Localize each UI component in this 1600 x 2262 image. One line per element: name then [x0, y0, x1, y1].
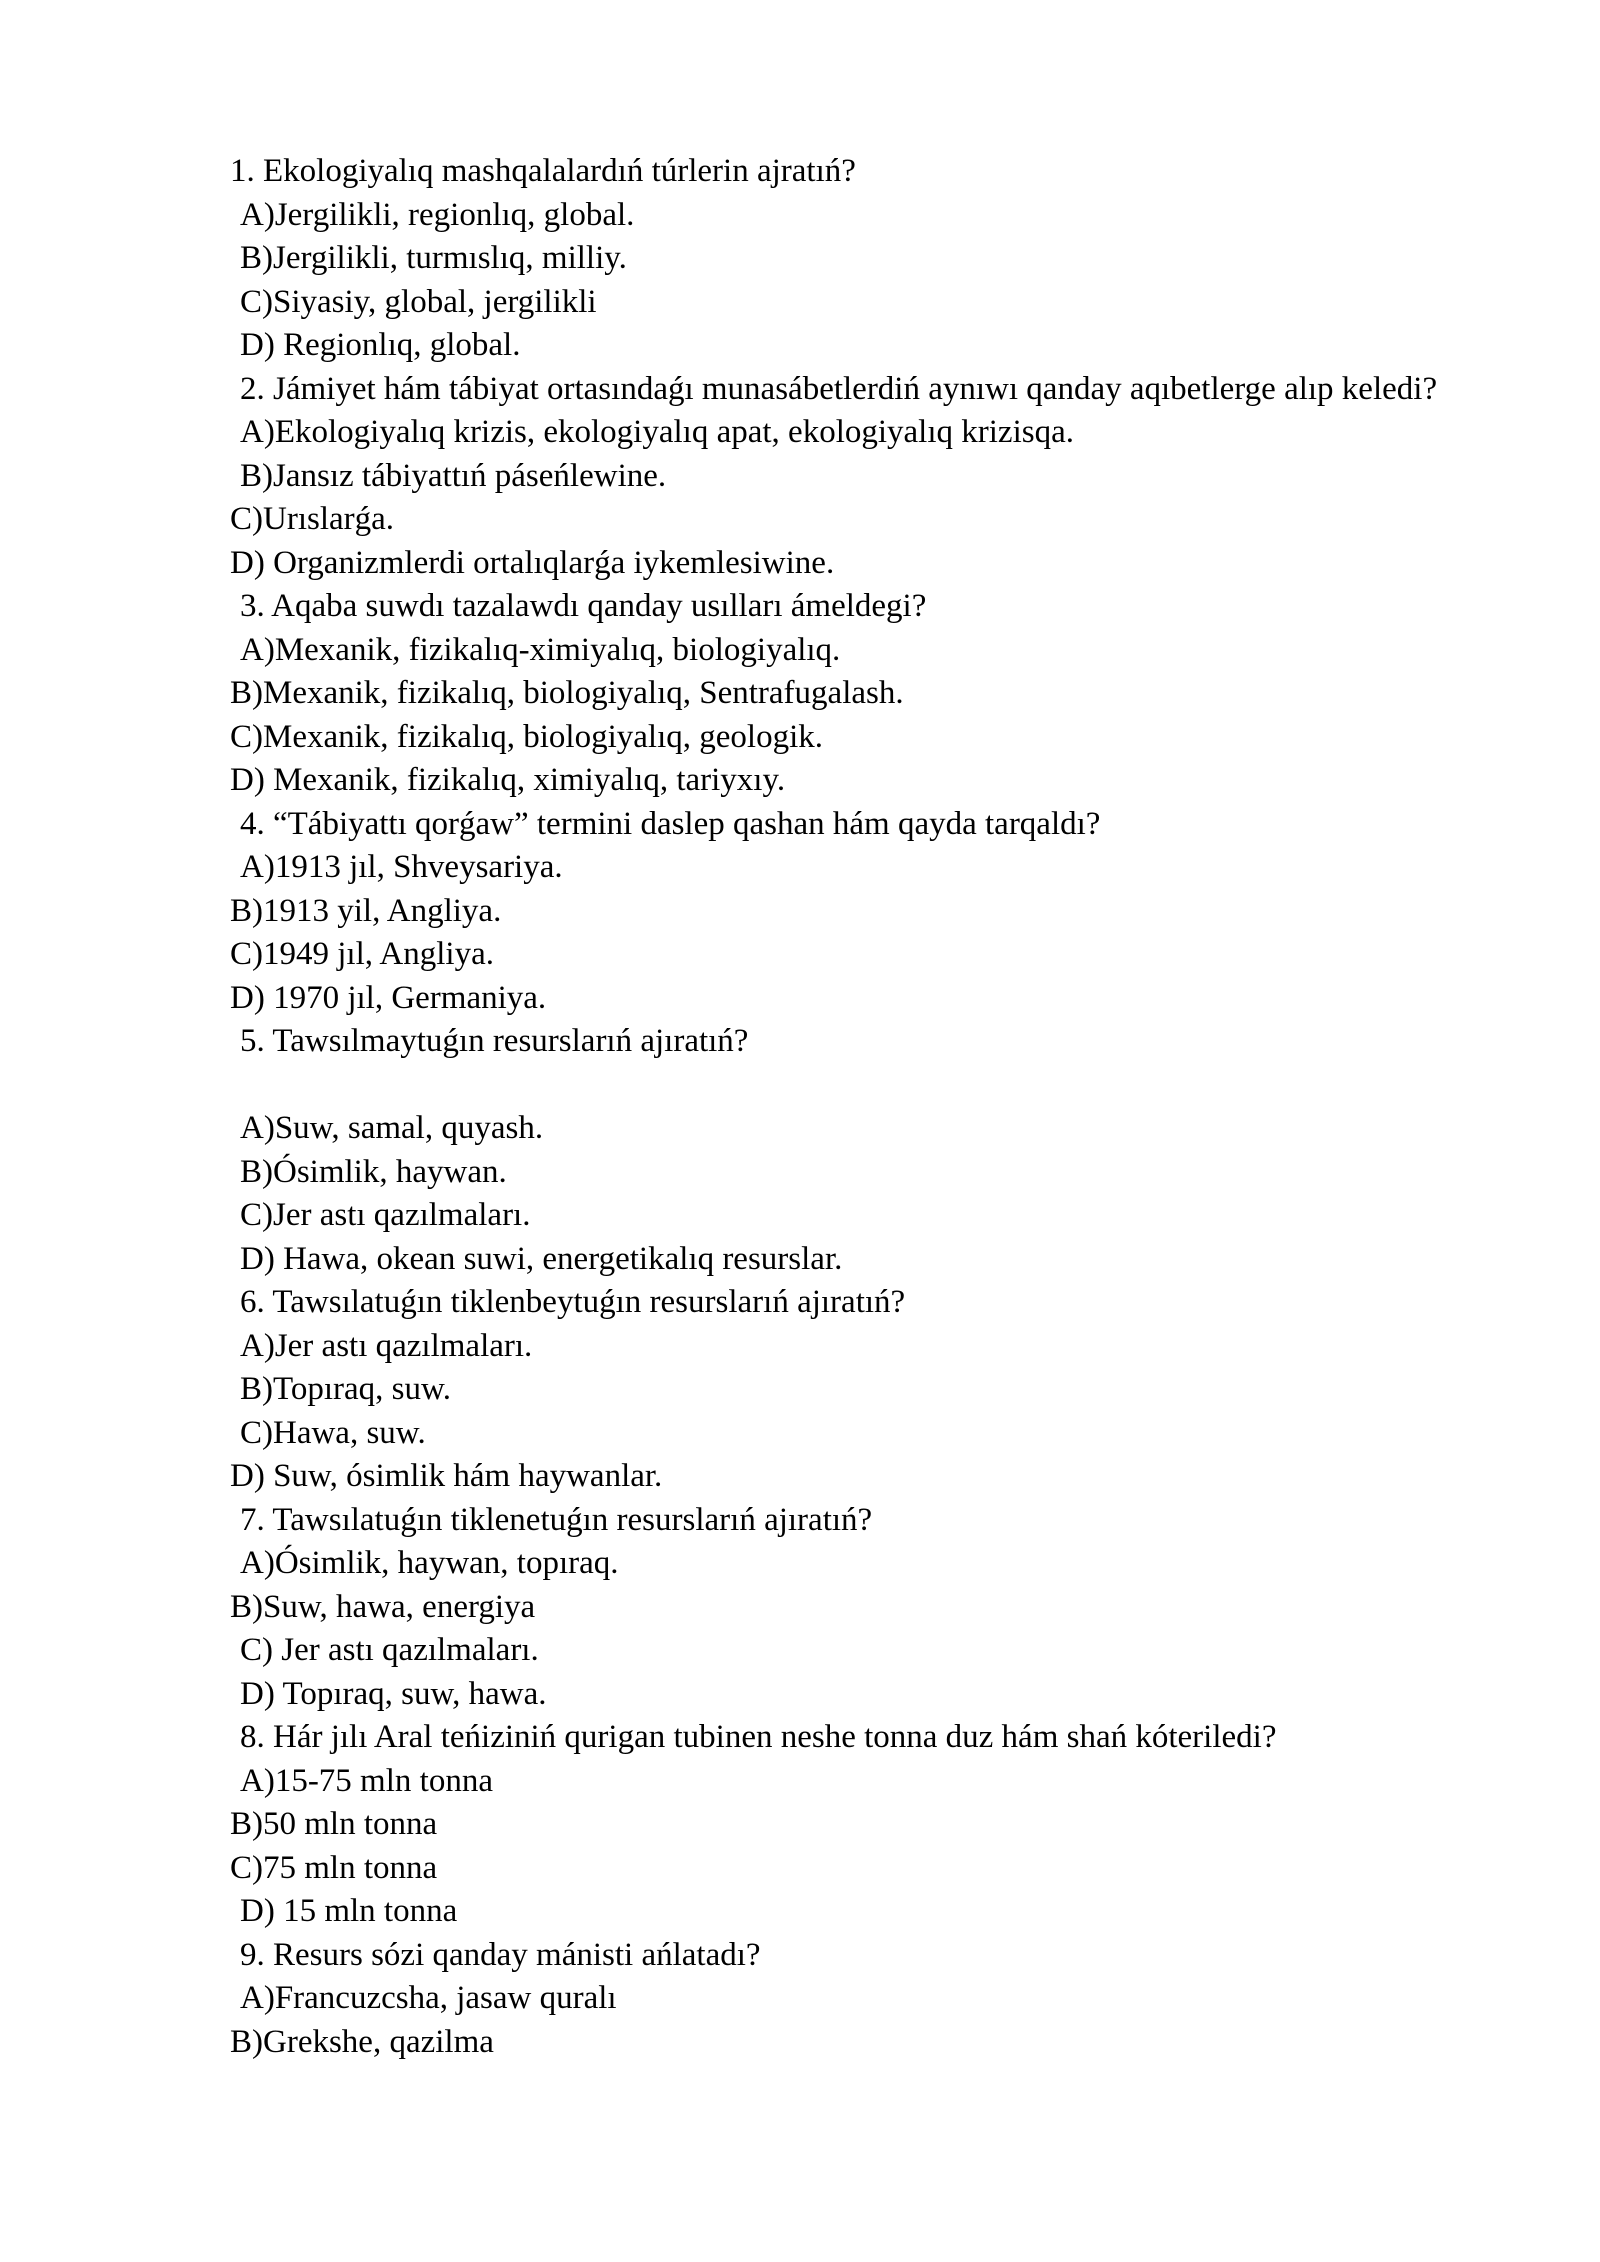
question-line: 3. Aqaba suwdı tazalawdı qanday usılları ámeldegi? [240, 588, 927, 624]
answer-option: A)1913 jıl, Shveysariya. [240, 849, 563, 885]
question-line: 5. Tawsılmaytuǵın resurslarıń ajıratıń? [240, 1023, 749, 1059]
answer-option: A)Ekologiyalıq krizis, ekologiyalıq apat, ekologiyalıq krizisqa. [240, 414, 1074, 450]
answer-option: A)Francuzcsha, jasaw quralı [240, 1980, 617, 2016]
question-line: 8. Hár jılı Aral teńiziniń qurigan tubinen neshe tonna duz hám shań kóteriledi? [240, 1719, 1277, 1755]
answer-option: B)Jansız tábiyattıń páseńlewine. [240, 457, 667, 494]
answer-option: B)Grekshe, qazilma [230, 2023, 494, 2060]
question-line: 9. Resurs sózi qanday mánisti ańlatadı? [240, 1936, 761, 1973]
question-line: 7. Tawsılatuǵın tiklenetuǵın resurslarıń ajıratıń? [240, 1501, 873, 1538]
answer-option: C)75 mln tonna [230, 1849, 438, 1886]
answer-option: B)Ósimlik, haywan. [240, 1153, 507, 1190]
answer-option: A)15-75 mln tonna [240, 1762, 493, 1799]
answer-option: B)Suw, hawa, energiya [230, 1588, 536, 1625]
answer-option: D) Mexanik, fizikalıq, ximiyalıq, tariyxıy. [230, 762, 786, 798]
answer-option: C)Jer astı qazılmaları. [240, 1197, 531, 1233]
answer-option: C)Urıslarǵa. [230, 501, 395, 537]
answer-option: B)Jergilikli, turmıslıq, milliy. [240, 240, 627, 276]
answer-option: A)Jergilikli, regionlıq, global. [240, 196, 635, 233]
answer-option: D) Regionlıq, global. [240, 327, 521, 363]
answer-option: D) Hawa, okean suwi, energetikalıq resurslar. [240, 1240, 843, 1277]
answer-option: B)1913 yil, Angliya. [230, 892, 502, 929]
question-line: 1. Ekologiyalıq mashqalalardıń túrlerin ajratıń? [230, 153, 856, 189]
question-line: 2. Jámiyet hám tábiyat ortasındaǵı munasábetlerdiń aynıwı qanday aqıbetlerge alıp keledi? [240, 370, 1438, 407]
question-line: 4. “Tábiyattı qorǵaw” termini daslep qashan hám qayda tarqaldı? [240, 805, 1101, 842]
blank-line [230, 1064, 1510, 1108]
question-line: 6. Tawsılatuǵın tiklenbeytuǵın resurslarıń ajıratıń? [240, 1284, 906, 1320]
answer-option: A)Mexanik, fizikalıq-ximiyalıq, biologiyalıq. [240, 631, 841, 668]
answer-option: D) 1970 jıl, Germaniya. [230, 979, 547, 1016]
answer-option: C)Mexanik, fizikalıq, biologiyalıq, geologik. [230, 718, 823, 755]
answer-option: D) Topıraq, suw, hawa. [240, 1675, 547, 1712]
answer-option: D) 15 mln tonna [240, 1893, 458, 1929]
answer-option: D) Suw, ósimlik hám haywanlar. [230, 1458, 663, 1494]
answer-option: B)Mexanik, fizikalıq, biologiyalıq, Sentrafugalash. [230, 675, 904, 711]
answer-option: A)Jer astı qazılmaları. [240, 1327, 533, 1364]
answer-option: B)50 mln tonna [230, 1806, 438, 1842]
answer-option: C) Jer astı qazılmaları. [240, 1632, 539, 1668]
answer-option: B)Topıraq, suw. [240, 1371, 451, 1407]
answer-option: C)Hawa, suw. [240, 1414, 426, 1451]
answer-option: C)1949 jıl, Angliya. [230, 936, 494, 972]
answer-option: C)Siyasiy, global, jergilikli [240, 283, 597, 320]
quiz-text [230, 150, 1510, 2064]
answer-option: A)Suw, samal, quyash. [240, 1110, 544, 1146]
answer-option: A)Ósimlik, haywan, topıraq. [240, 1545, 619, 1581]
answer-option: D) Organizmlerdi ortalıqlarǵa iykemlesiwine. [230, 544, 835, 581]
